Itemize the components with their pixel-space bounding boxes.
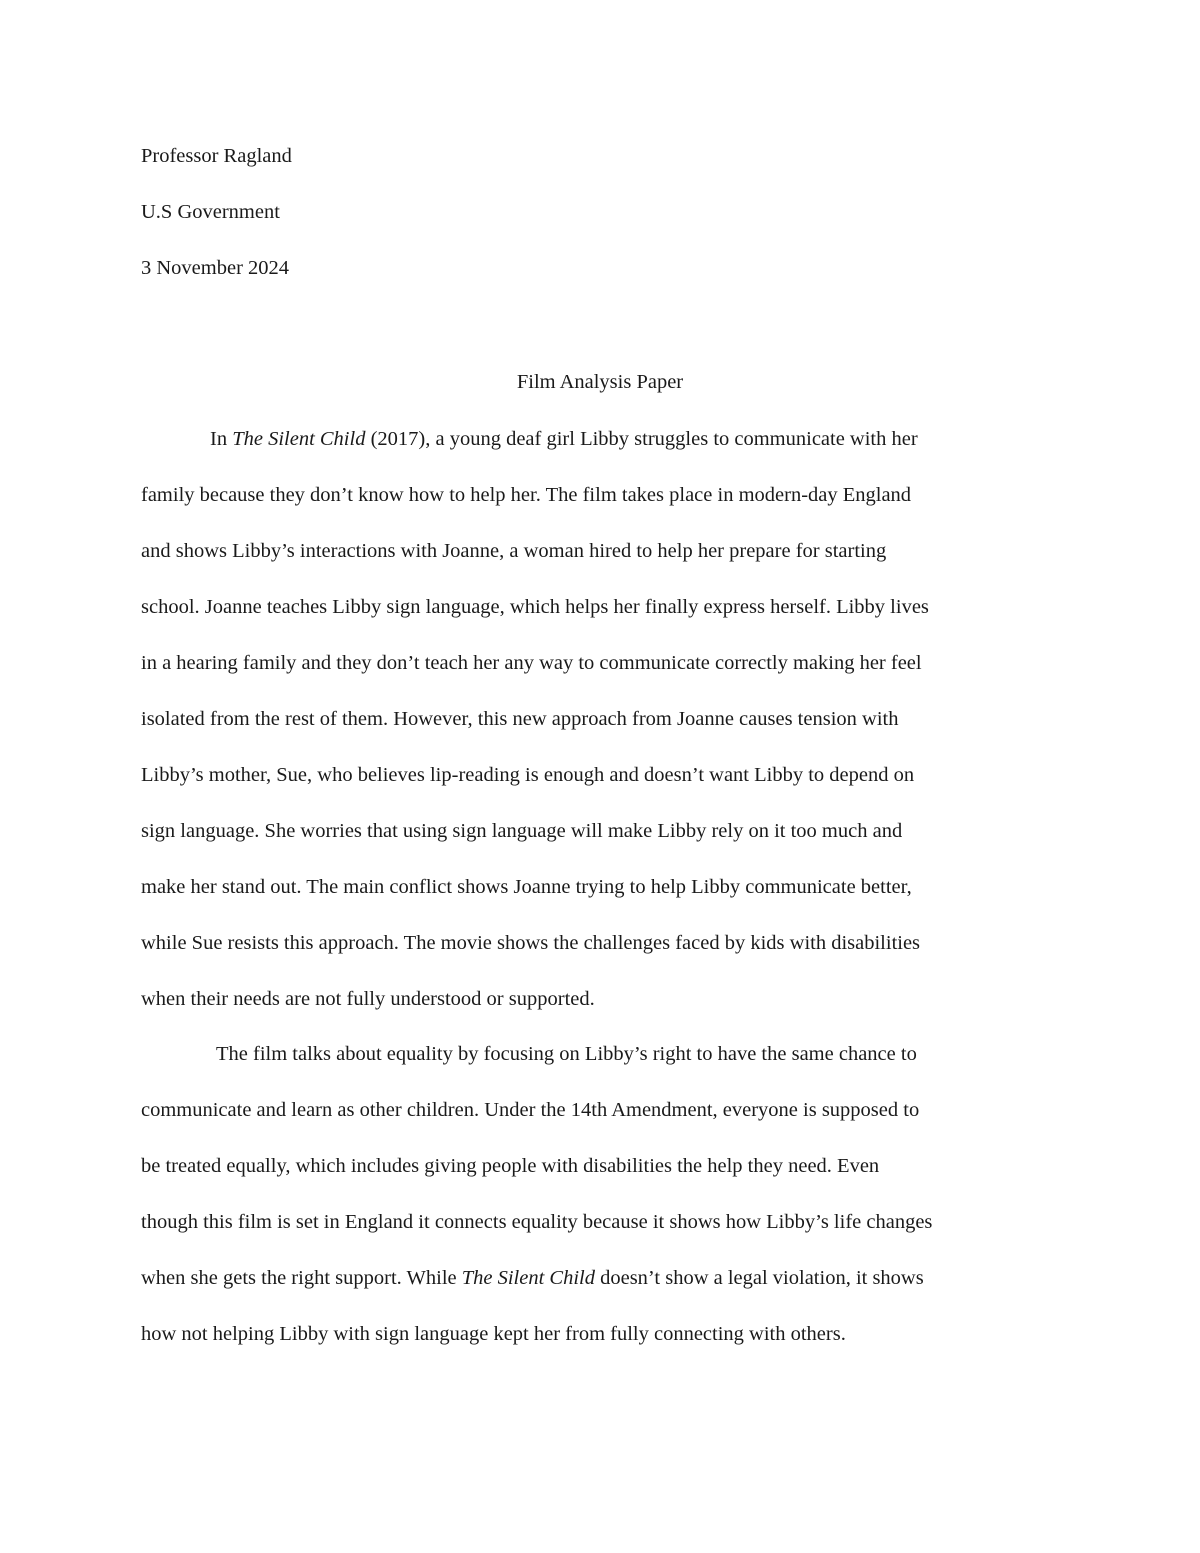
paragraph-2-line-1: The film talks about equality by focusing on Libby’s right to have the same chance to (216, 1043, 917, 1065)
paragraph-2-line-5 (141, 1268, 924, 1289)
header-date: 3 November 2024 (141, 257, 290, 279)
paragraph-1-line-9: make her stand out. The main conflict shows Joanne trying to help Libby communicate better, (141, 876, 912, 898)
paragraph-1-line-6: isolated from the rest of them. However, this new approach from Joanne causes tension with (141, 708, 899, 730)
film-title-italic: The Silent Child (461, 1267, 595, 1289)
paragraph-1-line-3: and shows Libby’s interactions with Joanne, a woman hired to help her prepare for starting (141, 540, 887, 562)
paragraph-1-line-10: while Sue resists this approach. The movie shows the challenges faced by kids with disabilities (141, 932, 921, 954)
paragraph-2-line-4: though this film is set in England it connects equality because it shows how Libby’s life changes (141, 1211, 933, 1233)
paragraph-1-line-2: family because they don’t know how to help her. The film takes place in modern-day England (141, 484, 912, 506)
paragraph-2-line-2: communicate and learn as other children. Under the 14th Amendment, everyone is supposed to (141, 1099, 920, 1121)
text-run: In (210, 428, 233, 450)
paragraph-1-line-1 (210, 429, 918, 450)
header-instructor: Professor Ragland (141, 145, 292, 167)
paragraph-1-line-8: sign language. She worries that using sign language will make Libby rely on it too much and (141, 820, 903, 842)
paragraph-1-line-11: when their needs are not fully understood or supported. (141, 988, 595, 1010)
text-run: (2017), a young deaf girl Libby struggles to communicate with her (365, 428, 918, 450)
header-course: U.S Government (141, 201, 280, 223)
paragraph-1-line-5: in a hearing family and they don’t teach her any way to communicate correctly making her feel (141, 652, 922, 674)
film-title-italic: The Silent Child (232, 428, 366, 450)
paragraph-1-line-7: Libby’s mother, Sue, who believes lip-reading is enough and doesn’t want Libby to depend on (141, 764, 915, 786)
paper-title: Film Analysis Paper (516, 371, 684, 393)
paragraph-2-line-6: how not helping Libby with sign language kept her from fully connecting with others. (141, 1323, 846, 1345)
text-run: doesn’t show a legal violation, it shows (594, 1267, 924, 1289)
paragraph-2-line-3: be treated equally, which includes giving people with disabilities the help they need. Even (141, 1155, 880, 1177)
text-run: when she gets the right support. While (141, 1267, 462, 1289)
paragraph-1-line-4: school. Joanne teaches Libby sign language, which helps her finally express herself. Libby lives (141, 596, 929, 618)
